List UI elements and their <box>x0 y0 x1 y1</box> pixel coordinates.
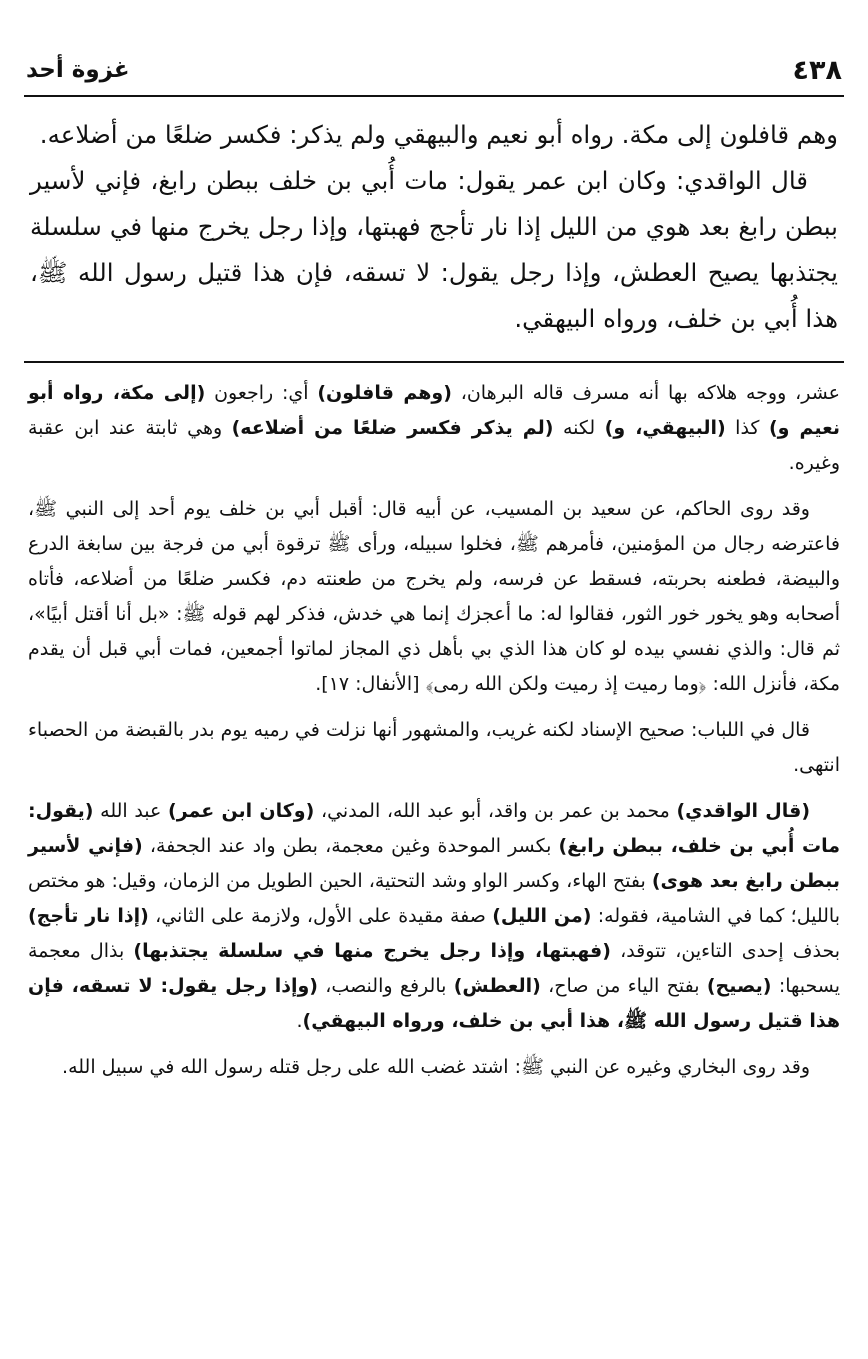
quoted-matn: (إذا نار تأجج) <box>28 905 149 927</box>
commentary-text: . <box>296 1010 303 1032</box>
commentary-text: عبد الله <box>93 800 169 822</box>
commentary-text: كذا <box>725 417 769 439</box>
quoted-matn: (فإني لأسير ببطن رابغ بعد هوى) <box>28 835 840 892</box>
commentary-text: بذال معجمة يسحبها: <box>28 940 841 997</box>
commentary-text: وهي ثابتة عند ابن عقبة وغيره. <box>28 417 840 474</box>
quoted-matn: (يصيح) <box>706 975 772 997</box>
commentary-text: عشر، ووجه هلاكه بها أنه مسرف قاله البرهان، <box>451 382 840 404</box>
commentary-divider <box>24 361 844 363</box>
main-paragraph: وهم قافلون إلى مكة. رواه أبو نعيم والبيهقي ولم يذكر: فكسر ضلعًا من أضلاعه. <box>39 120 838 149</box>
commentary-text: محمد بن عمر بن واقد، أبو عبد الله، المدني، <box>314 800 677 822</box>
commentary-text: بفتح الهاء، وكسر الواو وشد التحتية، الحين الطويل من الزمان، وقيل: هو مختص بالليل؛ كما في الشامية، فقوله: <box>28 870 840 927</box>
commentary-paragraph: وقد روى الحاكم، عن سعيد بن المسيب، عن أبيه قال: أقبل أبي بن خلف يوم أحد إلى النبي ﷺ، فاعترضه رجال من المؤمنين، فأمرهم ﷺ، فخلوا سبيله، ورأى ﷺ ترقوة أبي من فرجة بين سابغة الدرع والبيضة، فطعنه بحربته، فسقط عن فرسه، ولم يخرج من طعنته دم، فكسر ضلعًا من أضلاعه، فأتاه أصحابه وهو يخور خور الثور، فقالوا له: ما أعجزك إنما هي خدش، فذكر لهم قوله ﷺ: «بل أنا أقتل أبيًا»، ثم قال: والذي نفسي بيده لو كان هذا الذي بي بأهل ذي المجاز لماتوا أجمعين، فمات أبي قبل أن يقدم مكة، فأنزل الله: ﴿وما رميت إذ رميت ولكن الله رمى﴾ [الأنفال: ١٧]. <box>28 498 840 695</box>
commentary-paragraph: قال في اللباب: صحيح الإسناد لكنه غريب، والمشهور أنها نزلت في رميه يوم بدر بالقبضة من الحصباء انتهى. <box>28 719 840 776</box>
commentary-text: بالرفع والنصب، <box>317 975 454 997</box>
quoted-matn: (لم يذكر فكسر ضلعًا من أضلاعه) <box>231 417 554 439</box>
page-number: ٤٣٨ <box>792 54 842 86</box>
running-title: غزوة أحد <box>26 57 130 83</box>
commentary-text: بكسر الموحدة وغين معجمة، بطن واد عند الجحفة، <box>142 835 559 857</box>
commentary-paragraph <box>28 376 840 481</box>
commentary-text: بحذف إحدى التاءين، تتوقد، <box>610 940 840 962</box>
quoted-matn: (البيهقي، و) <box>604 417 726 439</box>
quoted-matn: (يقول: مات أُبي بن خلف، ببطن رابغ) <box>28 800 841 857</box>
quoted-matn: (العطش) <box>453 975 541 997</box>
quoted-matn: (قال الواقدي) <box>676 800 810 822</box>
header-divider <box>24 95 844 97</box>
quoted-matn: (وهم قافلون) <box>317 382 452 404</box>
main-text <box>30 112 838 342</box>
quoted-matn: (وكان ابن عمر) <box>168 800 315 822</box>
quoted-matn: (إلى مكة، رواه أبو نعيم و) <box>28 382 841 439</box>
commentary-text: صفة مقيدة على الأول، ولازمة على الثاني، <box>148 905 493 927</box>
quoted-matn: (فهبتها، وإذا رجل يخرج منها في سلسلة يجتذبها) <box>133 940 611 962</box>
quoted-matn: (من الليل) <box>492 905 592 927</box>
quoted-matn: (وإذا رجل يقول: لا تسقه، فإن هذا قتيل رسول الله ﷺ، هذا أبي بن خلف، ورواه البيهقي) <box>28 975 840 1032</box>
commentary <box>28 376 840 1096</box>
commentary-text: بفتح الياء من صاح، <box>540 975 707 997</box>
commentary-paragraph <box>28 794 840 1039</box>
page-header <box>26 52 842 88</box>
commentary-text: أي: راجعون <box>205 382 318 404</box>
main-paragraph: قال الواقدي: وكان ابن عمر يقول: مات أُبي بن خلف ببطن رابغ، فإني لأسير ببطن رابغ بعد هوي من الليل إذا نار تأجج فهبتها، وإذا رجل يخرج منها في سلسلة يجتذبها يصيح العطش، وإذا رجل يقول: لا تسقه، فإن هذا قتيل رسول الله ﷺ، هذا أُبي بن خلف، ورواه البيهقي. <box>30 166 838 333</box>
commentary-paragraph: وقد روى البخاري وغيره عن النبي ﷺ: اشتد غضب الله على رجل قتله رسول الله في سبيل الله. <box>62 1056 810 1078</box>
commentary-text: لكنه <box>553 417 605 439</box>
